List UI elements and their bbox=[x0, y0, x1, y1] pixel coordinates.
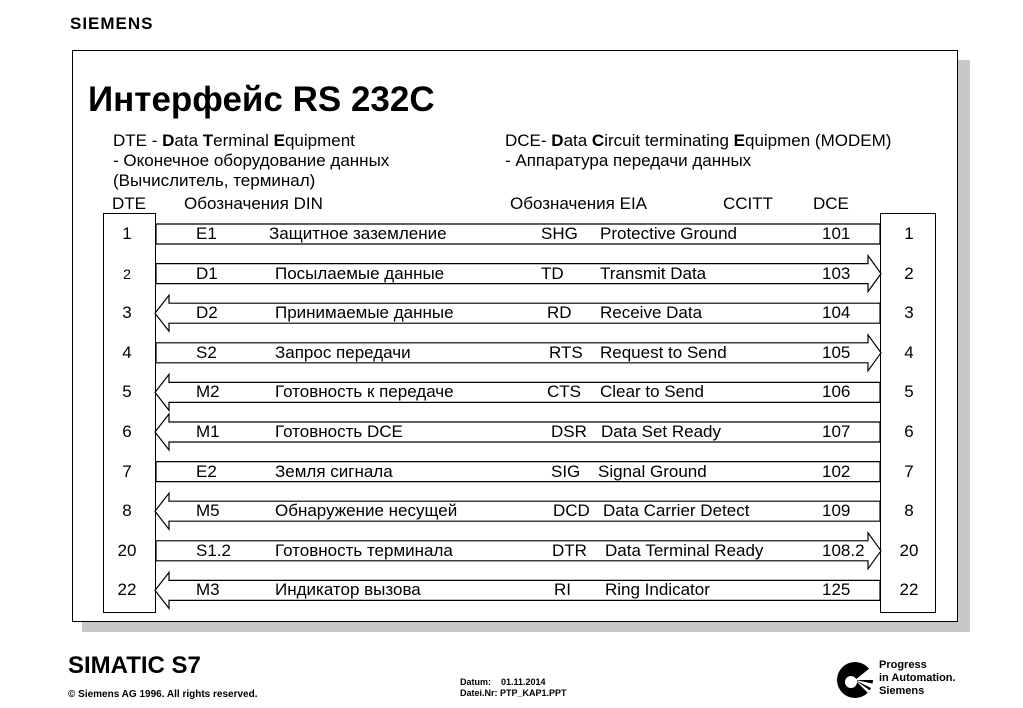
column-header-dce: DCE bbox=[813, 194, 849, 213]
dte-description: - Оконечное оборудование данных bbox=[113, 151, 390, 170]
signal-arrow-shg bbox=[156, 224, 880, 244]
signal-dte-pin: 20 bbox=[117, 540, 137, 560]
signal-din: D1 bbox=[196, 263, 218, 283]
signal-dte-pin: 2 bbox=[123, 265, 131, 282]
signal-din: S2 bbox=[196, 342, 217, 362]
signal-name-en: Receive Data bbox=[600, 303, 703, 323]
slogan-line: Siemens bbox=[879, 685, 925, 697]
signal-name-ru: Принимаемые данные bbox=[275, 303, 454, 323]
signal-eia: DCD bbox=[553, 501, 590, 521]
dce-def-initial: C bbox=[591, 131, 605, 150]
signal-dte-pin: 4 bbox=[122, 342, 132, 362]
signal-dte-pin: 5 bbox=[122, 382, 132, 402]
dce-def-part: quipmen (MODEM) bbox=[744, 131, 892, 150]
signal-dce-pin: 5 bbox=[904, 382, 914, 402]
signal-name-ru: Индикатор вызова bbox=[275, 580, 421, 600]
signal-din: M2 bbox=[196, 382, 220, 402]
signal-name-en: Data Set Ready bbox=[601, 422, 722, 441]
signal-name-ru: Готовность терминала bbox=[275, 540, 453, 560]
signal-name-ru: Запрос передачи bbox=[275, 342, 411, 362]
siemens-brand-logo: SIEMENS bbox=[70, 14, 154, 33]
signal-dce-pin: 7 bbox=[904, 461, 914, 481]
signal-ccitt: 125 bbox=[822, 580, 851, 600]
signal-name-en: Ring Indicator bbox=[605, 580, 710, 600]
signal-dce-pin: 2 bbox=[904, 263, 914, 283]
page-title: Интерфейс RS 232C bbox=[88, 80, 435, 119]
signal-name-en: Data Carrier Detect bbox=[603, 501, 750, 521]
signal-din: S1.2 bbox=[196, 540, 231, 560]
signal-arrow-ri bbox=[155, 572, 880, 608]
dte-def-part: quipment bbox=[284, 131, 355, 150]
dce-def-part: ircuit terminating bbox=[604, 131, 734, 150]
signal-eia: DSR bbox=[551, 422, 587, 441]
signal-din: E1 bbox=[196, 224, 217, 243]
signal-arrow-sig bbox=[156, 462, 880, 482]
dte-examples: (Вычислитель, терминал) bbox=[113, 171, 316, 190]
signal-din: M1 bbox=[196, 422, 220, 441]
progress-logo-icon bbox=[835, 660, 875, 700]
signal-ccitt: 103 bbox=[822, 263, 851, 283]
signal-name-en: Transmit Data bbox=[600, 263, 707, 283]
signal-dce-pin: 8 bbox=[904, 501, 914, 521]
signal-arrow-dsr bbox=[155, 414, 880, 450]
signal-name-ru: Обнаружение несущей bbox=[275, 501, 458, 521]
signal-ccitt: 107 bbox=[822, 422, 851, 441]
dte-def-part: DTE - bbox=[113, 131, 163, 150]
footer-copyright: © Siemens AG 1996. All rights reserved. bbox=[68, 689, 258, 700]
signal-name-ru: Готовность DCE bbox=[275, 422, 403, 441]
signal-name-ru: Земля сигнала bbox=[275, 461, 393, 481]
signal-dte-pin: 6 bbox=[122, 422, 132, 441]
signal-dce-pin: 20 bbox=[899, 540, 919, 560]
dce-def-part: ata bbox=[563, 131, 592, 150]
footer-product-name: SIMATIC S7 bbox=[68, 652, 201, 679]
signal-dce-pin: 1 bbox=[904, 224, 914, 243]
signal-ccitt: 101 bbox=[822, 224, 851, 243]
datum-value: 01.11.2014 bbox=[501, 677, 546, 687]
column-header-din: Обозначения DIN bbox=[184, 194, 323, 213]
signal-name-ru: Готовность к передаче bbox=[275, 382, 454, 402]
dte-def-initial: E bbox=[273, 131, 285, 150]
dce-def-initial: E bbox=[733, 131, 745, 150]
signal-name-ru: Посылаемые данные bbox=[275, 263, 445, 283]
signal-din: M5 bbox=[196, 501, 220, 521]
column-header-dte: DTE bbox=[112, 194, 146, 213]
signal-name-en: Protective Ground bbox=[600, 224, 738, 243]
signal-eia: RTS bbox=[549, 342, 583, 362]
signal-dte-pin: 7 bbox=[122, 461, 132, 481]
signal-dce-pin: 3 bbox=[904, 303, 914, 323]
footer-slogan bbox=[879, 659, 956, 698]
signal-arrow-dtr bbox=[156, 533, 881, 569]
signal-eia: SHG bbox=[541, 224, 578, 243]
signal-name-en: Clear to Send bbox=[600, 382, 704, 402]
signal-dte-pin: 22 bbox=[117, 580, 137, 600]
signal-ccitt: 106 bbox=[822, 382, 851, 402]
signal-eia: RI bbox=[554, 580, 571, 600]
dce-def-part: DCE- bbox=[505, 131, 552, 150]
signal-din: D2 bbox=[196, 303, 218, 323]
signal-ccitt: 108.2 bbox=[822, 540, 865, 560]
dte-def-initial: D bbox=[162, 131, 175, 150]
signal-arrow-rts bbox=[156, 335, 881, 371]
signal-din: M3 bbox=[196, 580, 220, 600]
file-value: PTP_KAP1.PPT bbox=[500, 688, 567, 698]
file-label: Datei.Nr: bbox=[460, 688, 498, 698]
signal-eia: TD bbox=[541, 263, 564, 283]
signal-arrow-cts bbox=[155, 374, 880, 410]
dte-def-initial: T bbox=[202, 131, 214, 150]
dce-def-initial: D bbox=[551, 131, 564, 150]
signal-eia: DTR bbox=[552, 540, 587, 560]
signal-dce-pin: 22 bbox=[899, 580, 919, 600]
signal-dte-pin: 1 bbox=[122, 224, 132, 243]
signal-name-en: Signal Ground bbox=[598, 461, 707, 481]
signal-dce-pin: 6 bbox=[904, 422, 914, 441]
signal-din: E2 bbox=[196, 461, 217, 481]
signal-eia: SIG bbox=[551, 461, 581, 481]
footer-file-info bbox=[460, 677, 567, 699]
signal-ccitt: 109 bbox=[822, 501, 851, 521]
signal-arrow-rd bbox=[155, 295, 880, 331]
column-header-ccitt: CCITT bbox=[723, 194, 774, 213]
signal-ccitt: 102 bbox=[822, 461, 851, 481]
slogan-line: Progress bbox=[879, 659, 927, 671]
signal-ccitt: 104 bbox=[822, 303, 851, 323]
dte-def-part: erminal bbox=[213, 131, 274, 150]
signal-arrow-dcd bbox=[155, 493, 880, 529]
signal-dte-pin: 3 bbox=[122, 303, 132, 323]
signal-eia: CTS bbox=[547, 382, 581, 402]
signal-name-en: Request to Send bbox=[600, 342, 727, 362]
datum-label: Datum: bbox=[460, 677, 491, 687]
signal-name-ru: Защитное заземление bbox=[269, 224, 447, 243]
signal-ccitt: 105 bbox=[822, 342, 851, 362]
signal-name-en: Data Terminal Ready bbox=[605, 540, 764, 560]
dte-def-part: ata bbox=[174, 131, 203, 150]
signal-eia: RD bbox=[547, 303, 572, 323]
signal-arrow-td bbox=[156, 256, 881, 292]
slogan-line: in Automation. bbox=[879, 672, 956, 684]
column-header-eia: Обозначения EIA bbox=[510, 194, 648, 213]
signal-dce-pin: 4 bbox=[904, 342, 914, 362]
signal-dte-pin: 8 bbox=[122, 501, 132, 521]
dce-description: - Аппаратура передачи данных bbox=[505, 151, 752, 170]
